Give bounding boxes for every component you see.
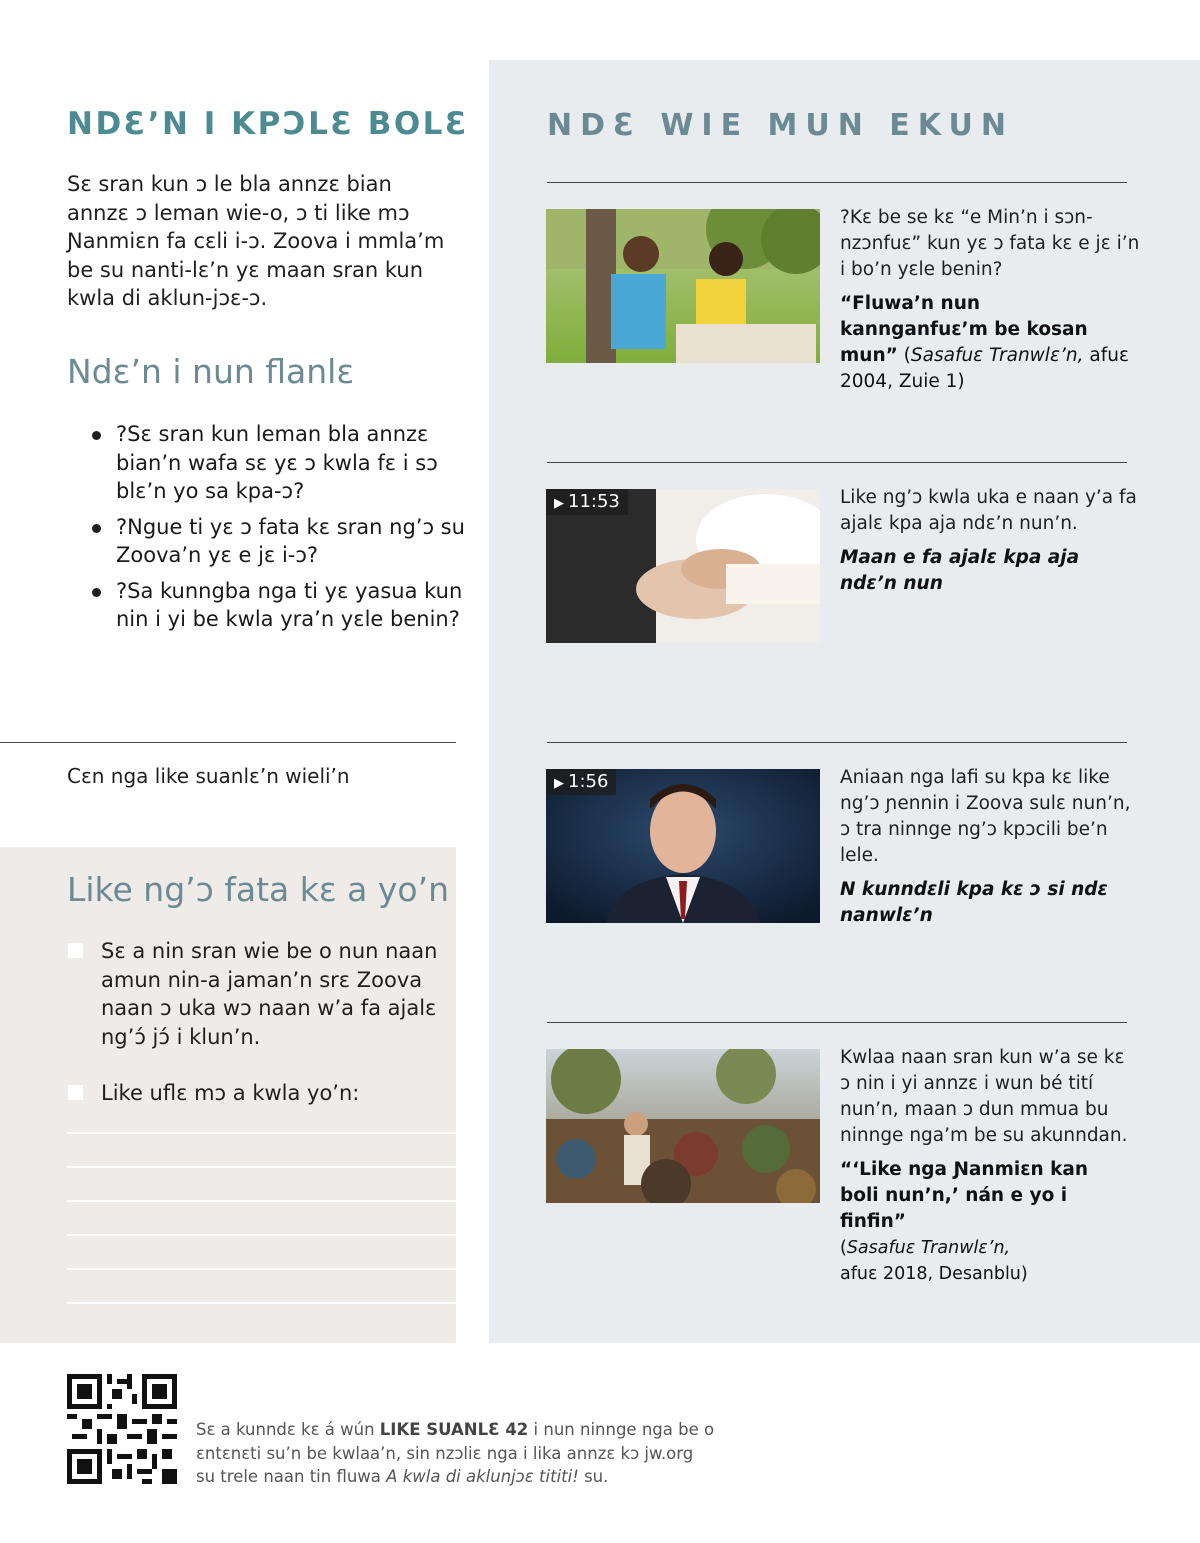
- article-title[interactable]: [840, 1157, 1090, 1287]
- divider: [547, 182, 1127, 183]
- questions-heading: Ndɛ’n i nun flanlɛ: [67, 352, 355, 391]
- goal-checkbox[interactable]: [68, 943, 83, 958]
- video-duration-badge: ▶ 1:56: [546, 769, 616, 795]
- article-description: Kwlaa naan sran kun w’a se kɛ ɔ nin i yi annzɛ i wun bé tití nun’n, maan ɔ dun mmua bu ninnge nga’m be su akunndan.: [840, 1047, 1128, 1146]
- bullet-icon: [92, 588, 101, 597]
- video-thumbnail[interactable]: [546, 489, 820, 643]
- lesson-intro: Sɛ sran kun ɔ le bla annzɛ bian annzɛ ɔ leman wie-o, ɔ ti like mɔ Ɲanmiɛn fa cɛli i-ɔ. Zoova i mmla’m be su nanti-lɛ’n yɛ maan sran kun kwla di aklun-jɔɛ-ɔ.: [67, 172, 445, 310]
- question-item: [92, 577, 472, 634]
- question-item: [92, 513, 472, 570]
- goal-heading: Like ng’ɔ fata kɛ a yo’n: [67, 870, 450, 909]
- video-thumbnail[interactable]: [546, 769, 820, 923]
- write-line[interactable]: [67, 1302, 456, 1304]
- article-thumbnail[interactable]: [546, 1049, 820, 1203]
- divider: [547, 462, 1127, 463]
- divider: [0, 742, 456, 743]
- question-text: ?Sa kunngba nga ti yɛ yasua kun nin i yi be kwla yra’n yɛle benin?: [116, 578, 463, 631]
- question-text: ?Ngue ti yɛ ɔ fata kɛ sran ng’ɔ su Zoova’n yɛ e jɛ i-ɔ?: [116, 514, 465, 567]
- write-line[interactable]: [67, 1200, 456, 1202]
- video-description: Like ng’ɔ kwla uka e naan y’a fa ajalɛ kpa aja ndɛ’n nun’n.: [840, 487, 1137, 534]
- question-list: [92, 420, 472, 641]
- video-description: Aniaan nga lafi su kpa kɛ like ng’ɔ ɲennin i Zoova sulɛ nun’n, ɔ tra ninnge ng’ɔ kpɔcili be’n lele.: [840, 767, 1131, 866]
- date-read-label: Cɛn nga like suanlɛ’n wieli’n: [67, 764, 350, 788]
- video-duration-badge: ▶ 11:53: [546, 489, 628, 515]
- video-title[interactable]: Maan e fa ajalɛ kpa aja ndɛ’n nun: [840, 547, 1080, 594]
- article-title-text: “‘Like nga Ɲanmiɛn kan boli nun’n,’ nán e yo i finfin”: [840, 1159, 1089, 1232]
- qr-code-graphic: [67, 1374, 177, 1484]
- question-text: ?Sɛ sran kun leman bla annzɛ bian’n wafa sɛ yɛ ɔ kwla fɛ i sɔ blɛ’n yo sa kpa-ɔ?: [116, 422, 438, 503]
- bullet-icon: [92, 524, 101, 533]
- article-description: ?Kɛ be se kɛ “e Min’n i sɔn-nzɔnfuɛ” kun yɛ ɔ fata kɛ e jɛ i’n i bo’n yɛle benin?: [840, 207, 1140, 280]
- couple-reading-image: [546, 209, 820, 363]
- write-line[interactable]: [67, 1268, 456, 1270]
- lesson-heading: NDƐ’N I KPƆLƐ BOLƐ: [67, 106, 469, 142]
- article-title[interactable]: [840, 291, 1130, 395]
- play-icon: ▶: [554, 496, 564, 511]
- crowd-painting-image: [546, 1049, 820, 1203]
- write-line[interactable]: [67, 1234, 456, 1236]
- question-item: [92, 420, 472, 506]
- video-title[interactable]: N kunndɛli kpa kɛ ɔ si ndɛ nanwlɛ’n: [840, 879, 1108, 926]
- play-icon: ▶: [554, 776, 564, 791]
- footer-note: Sɛ a kunndɛ kɛ á wún LIKE SUANLƐ 42 i nun ninnge nga be o ɛntɛnɛti su’n be kwlaa’n, sin nzɔliɛ nga i lika annzɛ kɔ jw.org su trele naan tin fluwa A kwla di aklunjɔɛ tititi! su.: [196, 1420, 715, 1486]
- divider: [547, 1022, 1127, 1023]
- related-heading: NDƐ WIE MUN EKUN: [547, 108, 1014, 143]
- goal-text: Sɛ a nin sran wie be o nun naan amun nin-a jaman’n srɛ Zoova naan ɔ uka wɔ naan w’a fa ajalɛ ng’ɔ́ jɔ́ i klun’n.: [101, 939, 438, 1049]
- other-checkbox[interactable]: [68, 1085, 83, 1100]
- other-goal-label: Like uflɛ mɔ a kwla yo’n:: [101, 1081, 360, 1105]
- article-title-text: “Fluwa’n nun kannganfuɛ’m be kosan mun”: [840, 293, 1088, 366]
- write-line[interactable]: [67, 1166, 456, 1168]
- qr-code-icon[interactable]: [67, 1374, 177, 1484]
- divider: [547, 742, 1127, 743]
- article-source: (Sasafuɛ Tranwlɛ’n, afuɛ 2018, Desanblu): [840, 1238, 1028, 1284]
- write-line[interactable]: [67, 1132, 456, 1134]
- bullet-icon: [92, 431, 101, 440]
- article-thumbnail[interactable]: [546, 209, 820, 363]
- article-source: (Sasafuɛ Tranwlɛ’n, afuɛ 2004, Zuie 1): [840, 345, 1129, 392]
